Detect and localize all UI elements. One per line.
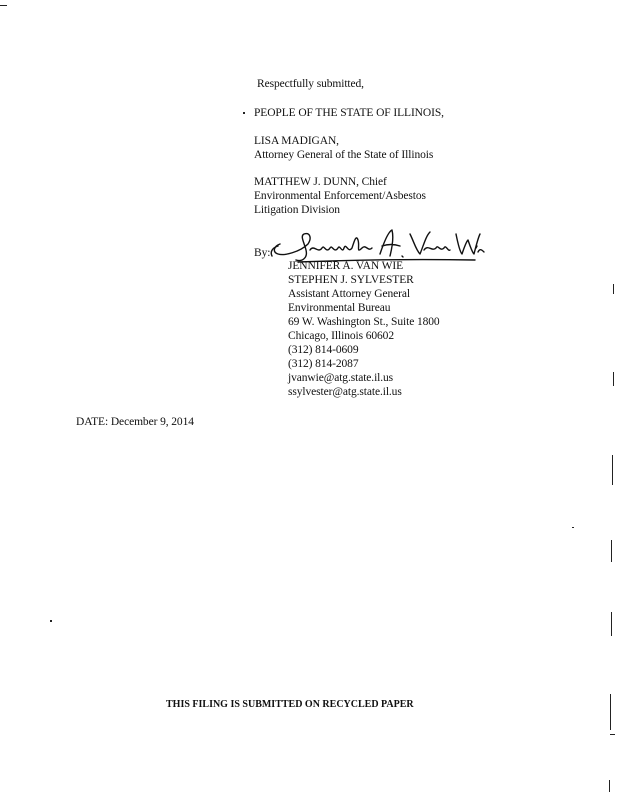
scan-artifact bbox=[611, 612, 612, 636]
scan-artifact bbox=[610, 694, 611, 730]
division-chief-name: MATTHEW J. DUNN, Chief bbox=[254, 176, 387, 188]
signer-name-2: STEPHEN J. SYLVESTER bbox=[288, 274, 414, 286]
signer-bureau: Environmental Bureau bbox=[288, 302, 391, 314]
plaintiff-name: PEOPLE OF THE STATE OF ILLINOIS, bbox=[254, 107, 444, 119]
scan-artifact bbox=[609, 780, 610, 792]
scan-artifact bbox=[610, 734, 615, 735]
date-line: DATE: December 9, 2014 bbox=[76, 416, 194, 428]
signer-title: Assistant Attorney General bbox=[288, 288, 410, 300]
division-line-1: Environmental Enforcement/Asbestos bbox=[254, 190, 426, 202]
scan-artifact bbox=[613, 284, 614, 294]
attorney-general-block bbox=[254, 134, 433, 162]
scan-artifact bbox=[613, 372, 614, 386]
scan-artifact bbox=[50, 620, 52, 622]
scan-artifact bbox=[243, 112, 245, 114]
signer-address-1: 69 W. Washington St., Suite 1800 bbox=[288, 316, 440, 328]
scan-artifact bbox=[611, 540, 612, 562]
signer-email-2: ssylvester@atg.state.il.us bbox=[288, 386, 402, 398]
scan-artifact bbox=[572, 527, 574, 528]
signer-address-2: Chicago, Illinois 60602 bbox=[288, 330, 394, 342]
attorney-general-name: LISA MADIGAN, bbox=[254, 135, 339, 147]
closing-text: Respectfully submitted, bbox=[257, 78, 364, 90]
by-label: By: bbox=[254, 247, 271, 259]
attorney-general-title: Attorney General of the State of Illinois bbox=[254, 149, 434, 161]
signer-email-1: jvanwie@atg.state.il.us bbox=[288, 372, 394, 384]
scan-artifact bbox=[0, 5, 7, 6]
signer-phone-1: (312) 814-0609 bbox=[288, 344, 359, 356]
recycled-paper-notice: THIS FILING IS SUBMITTED ON RECYCLED PAPER bbox=[166, 699, 414, 710]
division-line-2: Litigation Division bbox=[254, 204, 340, 216]
signer-phone-2: (312) 814-2087 bbox=[288, 358, 359, 370]
division-chief-block bbox=[254, 175, 426, 217]
signer-name-1: JENNIFER A. VAN WIE bbox=[288, 260, 404, 272]
scan-artifact bbox=[612, 455, 613, 485]
signer-block bbox=[288, 259, 440, 399]
